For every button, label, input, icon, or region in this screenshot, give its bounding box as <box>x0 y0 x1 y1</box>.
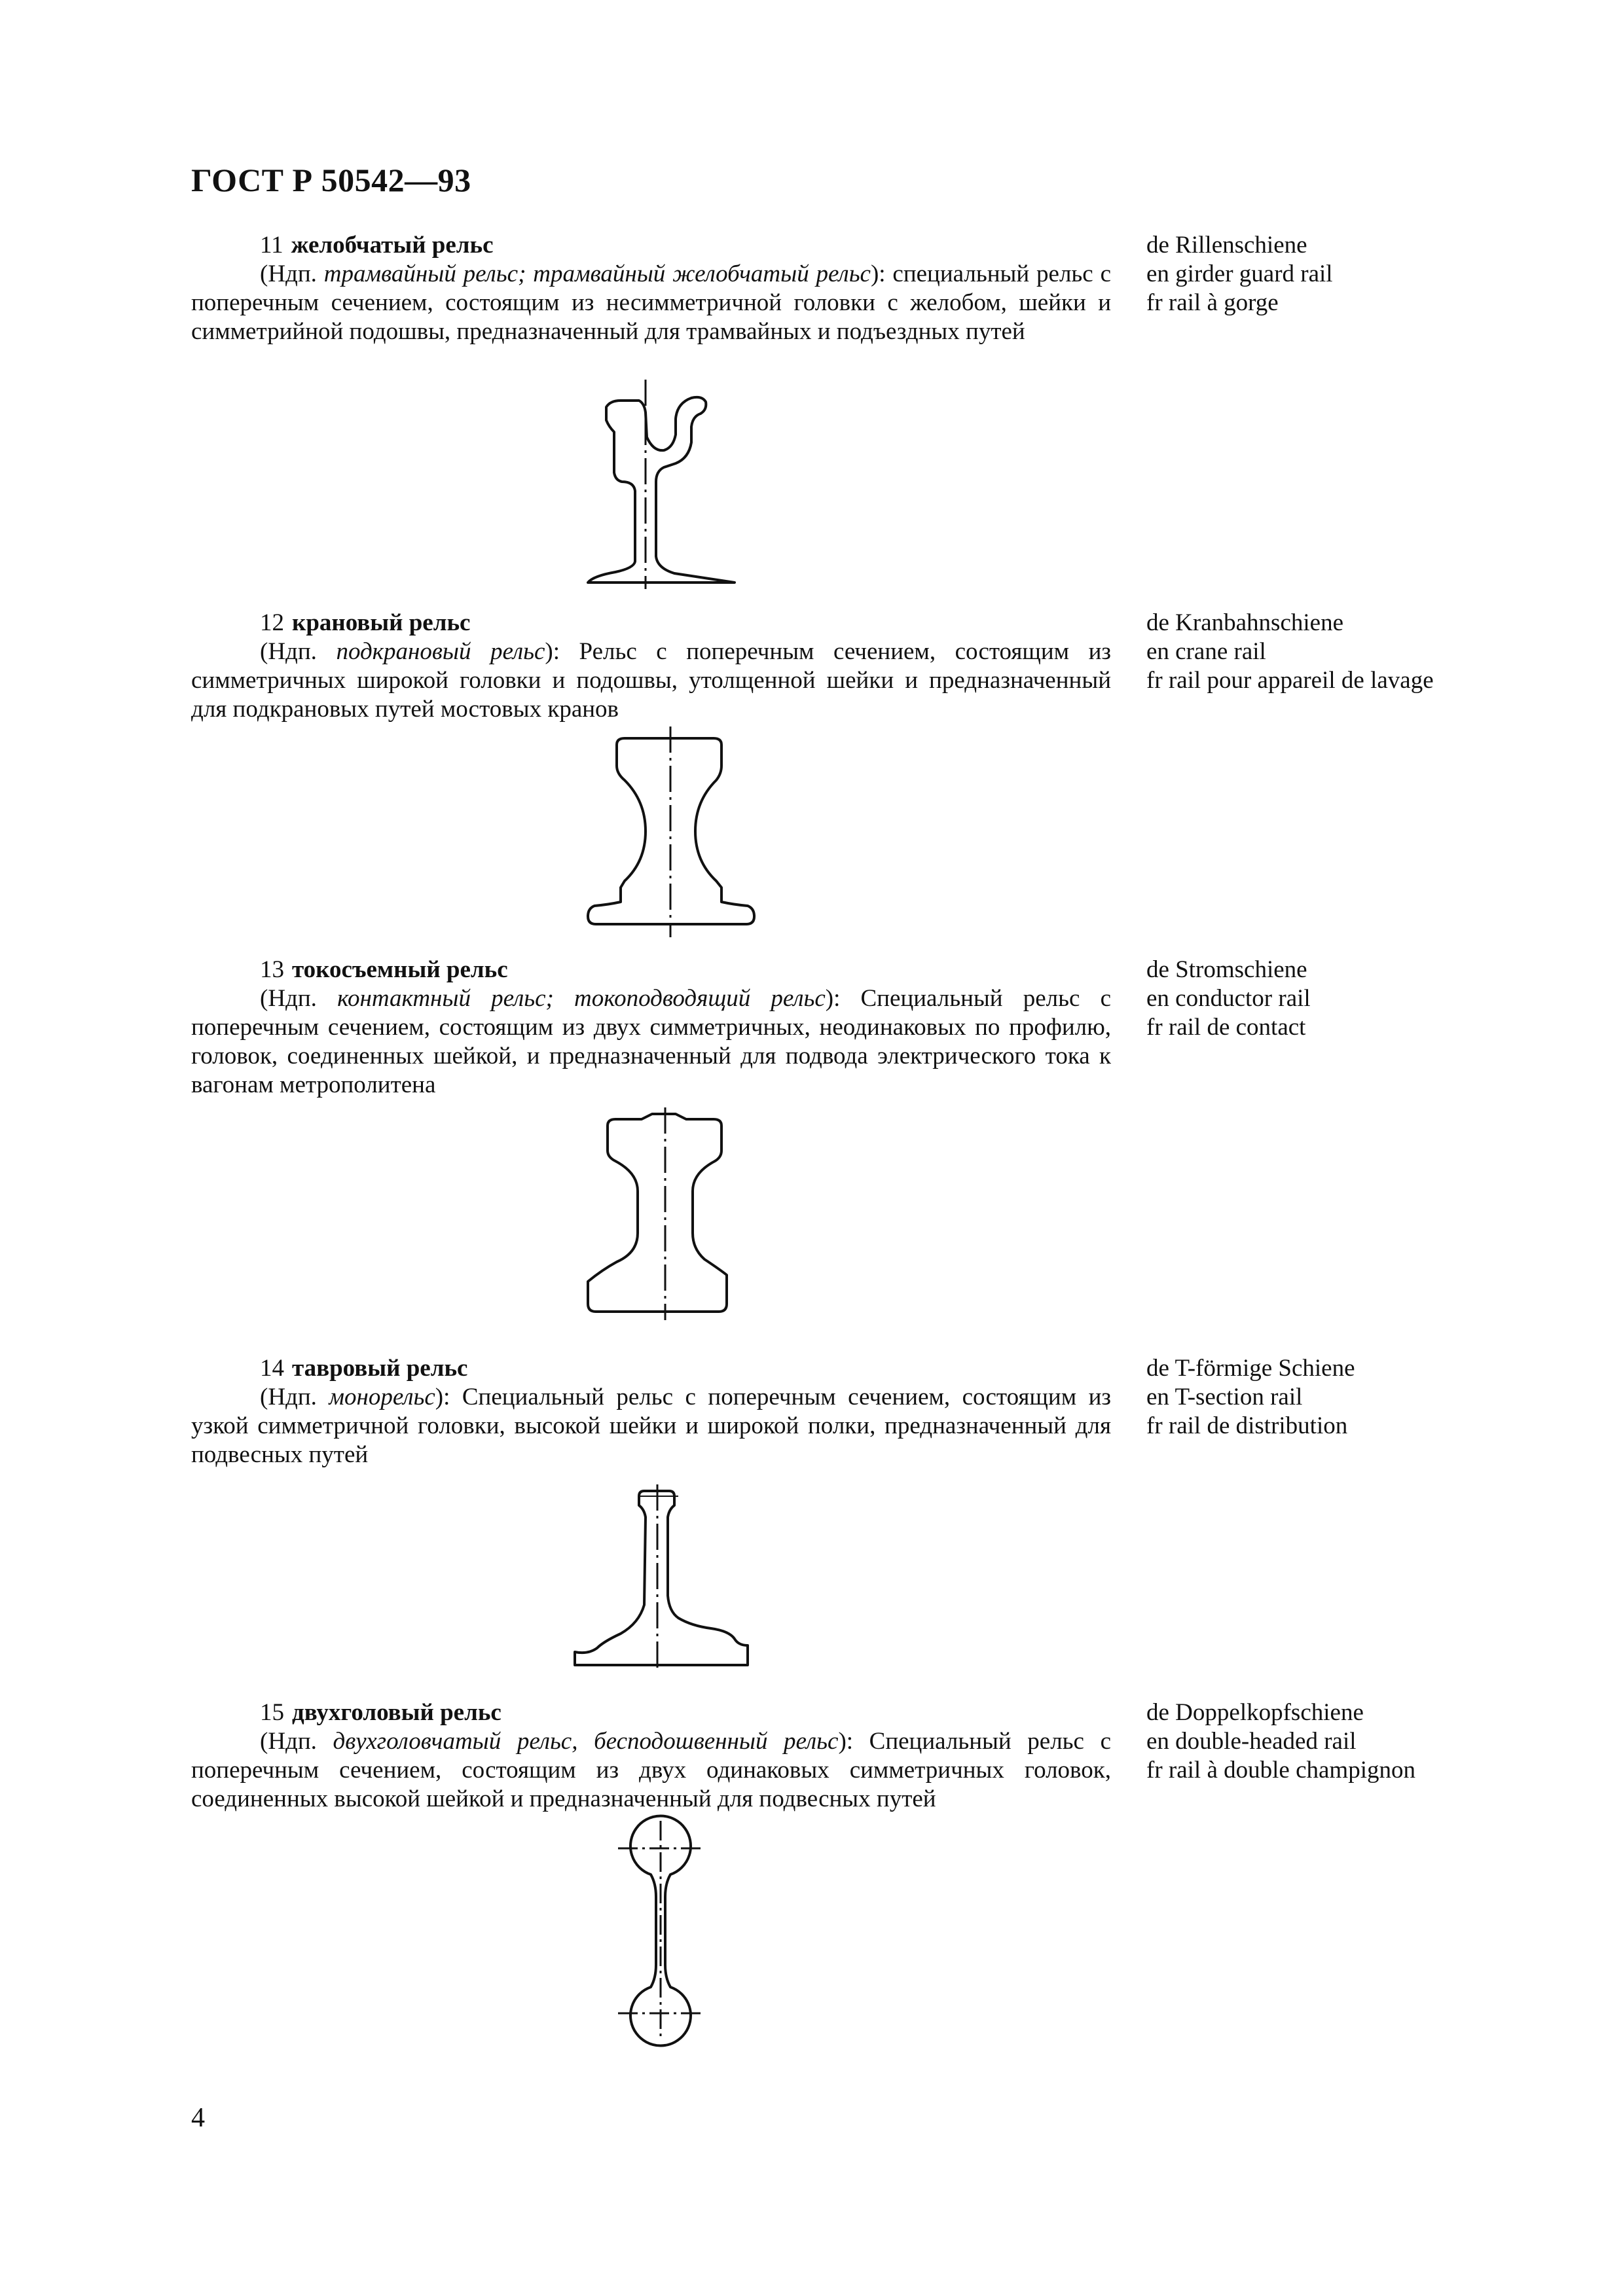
page-number: 4 <box>191 2103 205 2133</box>
term-equivalents-11 <box>1146 231 1605 317</box>
crane-rail-figure <box>576 733 773 929</box>
term-equivalents-12 <box>1146 609 1605 695</box>
equivalent-fr: fr rail pour appareil de lavage <box>1146 667 1434 694</box>
equivalent-de: de Stromschiene <box>1146 956 1307 983</box>
term-number: 11 <box>260 232 283 259</box>
definition-prefix: (Ндп. <box>260 985 338 1012</box>
equivalent-en: en double-headed rail <box>1146 1728 1357 1755</box>
deprecated-synonyms: подкрановый рельс <box>336 638 545 665</box>
term-number: 14 <box>260 1355 284 1382</box>
term-number: 12 <box>260 609 284 636</box>
definition-prefix: (Ндп. <box>260 1384 329 1410</box>
term-equivalents-14 <box>1146 1354 1605 1441</box>
definition-text: ): Рельс с поперечным сечением, состоящим из симметричных широкой головки и подошвы, утолщенной шейки и предназначенный для подкрановых путей мостовых кранов <box>191 638 1112 723</box>
term-name: токосъемный рельс <box>292 956 508 983</box>
definition-text: ): Специальный рельс с поперечным сечением, состоящим из узкой симметричной головки, высокой шейки и широкой полки, предназначенный для подвесных путей <box>191 1384 1111 1468</box>
equivalent-en: en crane rail <box>1146 638 1266 665</box>
equivalent-fr: fr rail à double champignon <box>1146 1757 1415 1784</box>
term-definition <box>191 637 1111 724</box>
conductor-rail-figure <box>576 1114 773 1317</box>
term-definition <box>191 1727 1111 1814</box>
equivalent-de: de Rillenschiene <box>1146 232 1307 259</box>
term-entry-15 <box>191 1698 1111 1814</box>
definition-prefix: (Ндп. <box>260 638 337 665</box>
term-number: 13 <box>260 956 284 983</box>
deprecated-synonyms: монорельс <box>329 1384 435 1410</box>
definition-prefix: (Ндп. <box>260 260 324 287</box>
definition-text: ): специальный рельс с поперечным сечением, состоящим из несимметричной головки с желобом, шейки и симметрийной подошвы, предназначенный для трамвайных и подъездных путей <box>191 260 1111 345</box>
equivalent-en: en conductor rail <box>1146 985 1311 1012</box>
term-definition <box>191 1383 1111 1469</box>
term-title <box>191 1354 1111 1383</box>
term-equivalents-15 <box>1146 1698 1605 1785</box>
equivalent-fr: fr rail de contact <box>1146 1014 1306 1041</box>
deprecated-synonyms: трамвайный рельс; трамвайный желобчатый рельс <box>323 260 871 287</box>
girder-guard-rail-figure <box>576 386 759 583</box>
definition-text: ): Специальный рельс с поперечным сечением, состоящим из двух симметричных, неодинаковых по профилю, головок, соединенных шейкой, и предназначенный для подвода электрического тока к вагонам метрополитена <box>191 985 1111 1098</box>
equivalent-de: de Kranbahnschiene <box>1146 609 1344 636</box>
deprecated-synonyms: контактный рельс; токоподводящий рельс <box>337 985 826 1012</box>
double-headed-rail-figure <box>609 1820 714 2042</box>
term-title <box>191 609 1111 637</box>
term-title <box>191 231 1111 260</box>
equivalent-en: en T-section rail <box>1146 1384 1303 1410</box>
term-definition <box>191 984 1111 1100</box>
term-title <box>191 956 1111 984</box>
deprecated-synonyms: двухголовчатый рельс, бесподошвенный рельс <box>333 1728 839 1755</box>
term-entry-13 <box>191 956 1111 1100</box>
term-name: тавровый рельс <box>292 1355 468 1382</box>
document-header: ГОСТ Р 50542—93 <box>191 162 471 198</box>
definition-text: ): Специальный рельс с поперечным сечением, состоящим из двух одинаковых симметричных головок, соединенных высокой шейкой и предназначенный для подвесных путей <box>191 1728 1111 1812</box>
equivalent-fr: fr rail de distribution <box>1146 1412 1348 1439</box>
term-name: желобчатый рельс <box>291 232 494 259</box>
term-definition <box>191 260 1111 346</box>
definition-prefix: (Ндп. <box>260 1728 333 1755</box>
term-title <box>191 1698 1111 1727</box>
term-equivalents-13 <box>1146 956 1605 1042</box>
equivalent-de: de T-förmige Schiene <box>1146 1355 1355 1382</box>
term-entry-12 <box>191 609 1111 724</box>
equivalent-de: de Doppelkopfschiene <box>1146 1699 1364 1726</box>
term-number: 15 <box>260 1699 284 1726</box>
equivalent-en: en girder guard rail <box>1146 260 1333 287</box>
t-section-rail-figure <box>563 1486 773 1682</box>
equivalent-fr: fr rail à gorge <box>1146 289 1279 316</box>
term-entry-14 <box>191 1354 1111 1469</box>
term-entry-11 <box>191 231 1111 346</box>
term-name: двухголовый рельс <box>292 1699 501 1726</box>
term-name: крановый рельс <box>292 609 471 636</box>
